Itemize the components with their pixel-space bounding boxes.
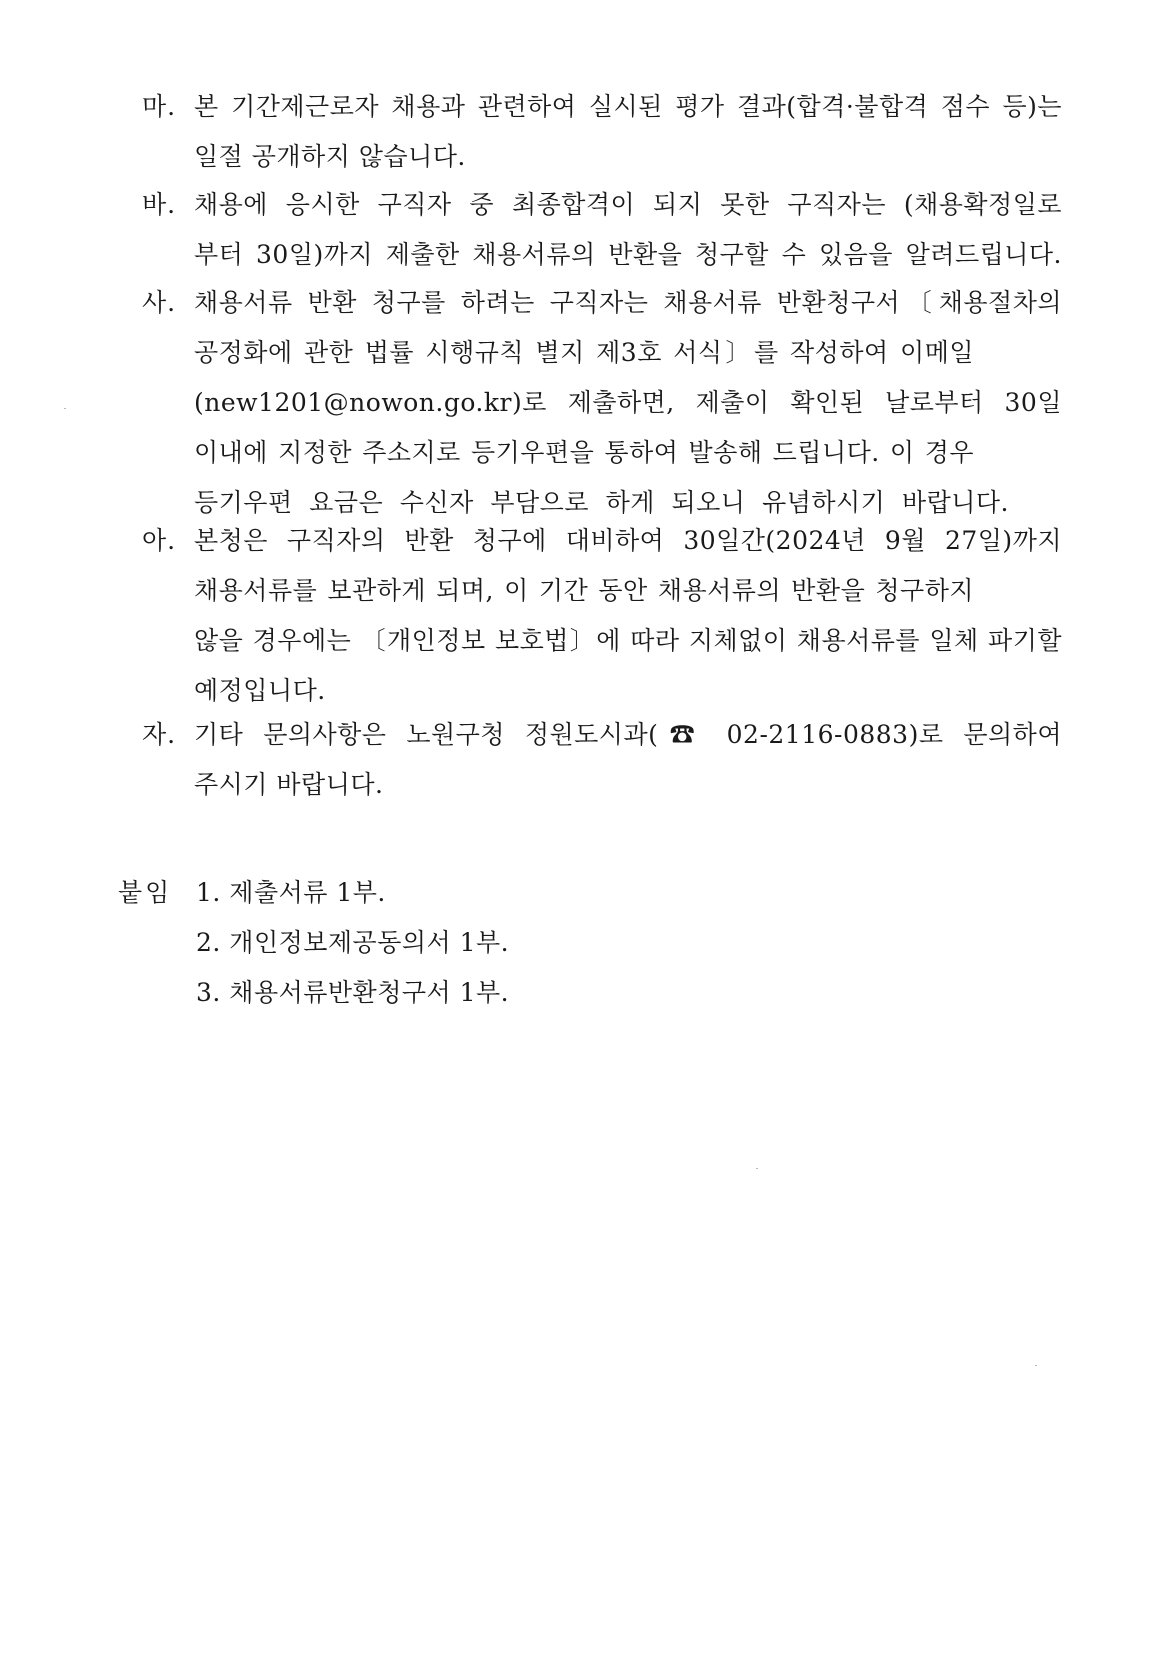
item-line: 채용서류 반환 청구를 하려는 구직자는 채용서류 반환청구서〔채용절차의 [194,288,1062,317]
scan-speck [64,408,66,409]
item-line: 주시기 바랍니다. [194,770,384,799]
scan-speck [1035,1365,1037,1366]
item-line: 않을 경우에는 〔개인정보 보호법〕에 따라 지체없이 채용서류를 일체 파기할 [194,626,1062,655]
scan-speck [756,1168,758,1169]
attachment-item: 1. 제출서류 1부. [196,878,386,907]
item-marker: 바. [142,190,177,219]
item-line: 본청은 구직자의 반환 청구에 대비하여 30일간(2024년 9월 27일)까지 [194,526,1062,555]
attachment-item: 2. 개인정보제공동의서 1부. [196,928,510,957]
item-line: 예정입니다. [194,676,326,705]
attachments-label: 붙임 [118,878,173,907]
item-marker: 마. [142,92,177,121]
item-line: (new1201@nowon.go.kr)로 제출하면, 제출이 확인된 날로부터 30일 [194,388,1062,417]
item-line: 등기우편 요금은 수신자 부담으로 하게 되오니 유념하시기 바랍니다. [194,488,1009,517]
item-line: 채용서류를 보관하게 되며, 이 기간 동안 채용서류의 반환을 청구하지 [194,576,974,605]
item-line: 공정화에 관한 법률 시행규칙 별지 제3호 서식〕를 작성하여 이메일 [194,338,974,367]
item-line: 부터 30일)까지 제출한 채용서류의 반환을 청구할 수 있음을 알려드립니다. [194,240,1062,269]
item-line: 본 기간제근로자 채용과 관련하여 실시된 평가 결과(합격·불합격 점수 등)는 [194,92,1062,121]
item-line: 기타 문의사항은 노원구청 정원도시과(☎ 02-2116-0883)로 문의하여 [194,720,1062,749]
item-marker: 아. [142,526,177,555]
item-marker: 자. [142,720,177,749]
item-line: 이내에 지정한 주소지로 등기우편을 통하여 발송해 드립니다. 이 경우 [194,438,974,467]
item-marker: 사. [142,288,177,317]
item-line: 채용에 응시한 구직자 중 최종합격이 되지 못한 구직자는 (채용확정일로 [194,190,1062,219]
attachment-item: 3. 채용서류반환청구서 1부. [196,978,510,1007]
item-line: 일절 공개하지 않습니다. [194,142,466,171]
